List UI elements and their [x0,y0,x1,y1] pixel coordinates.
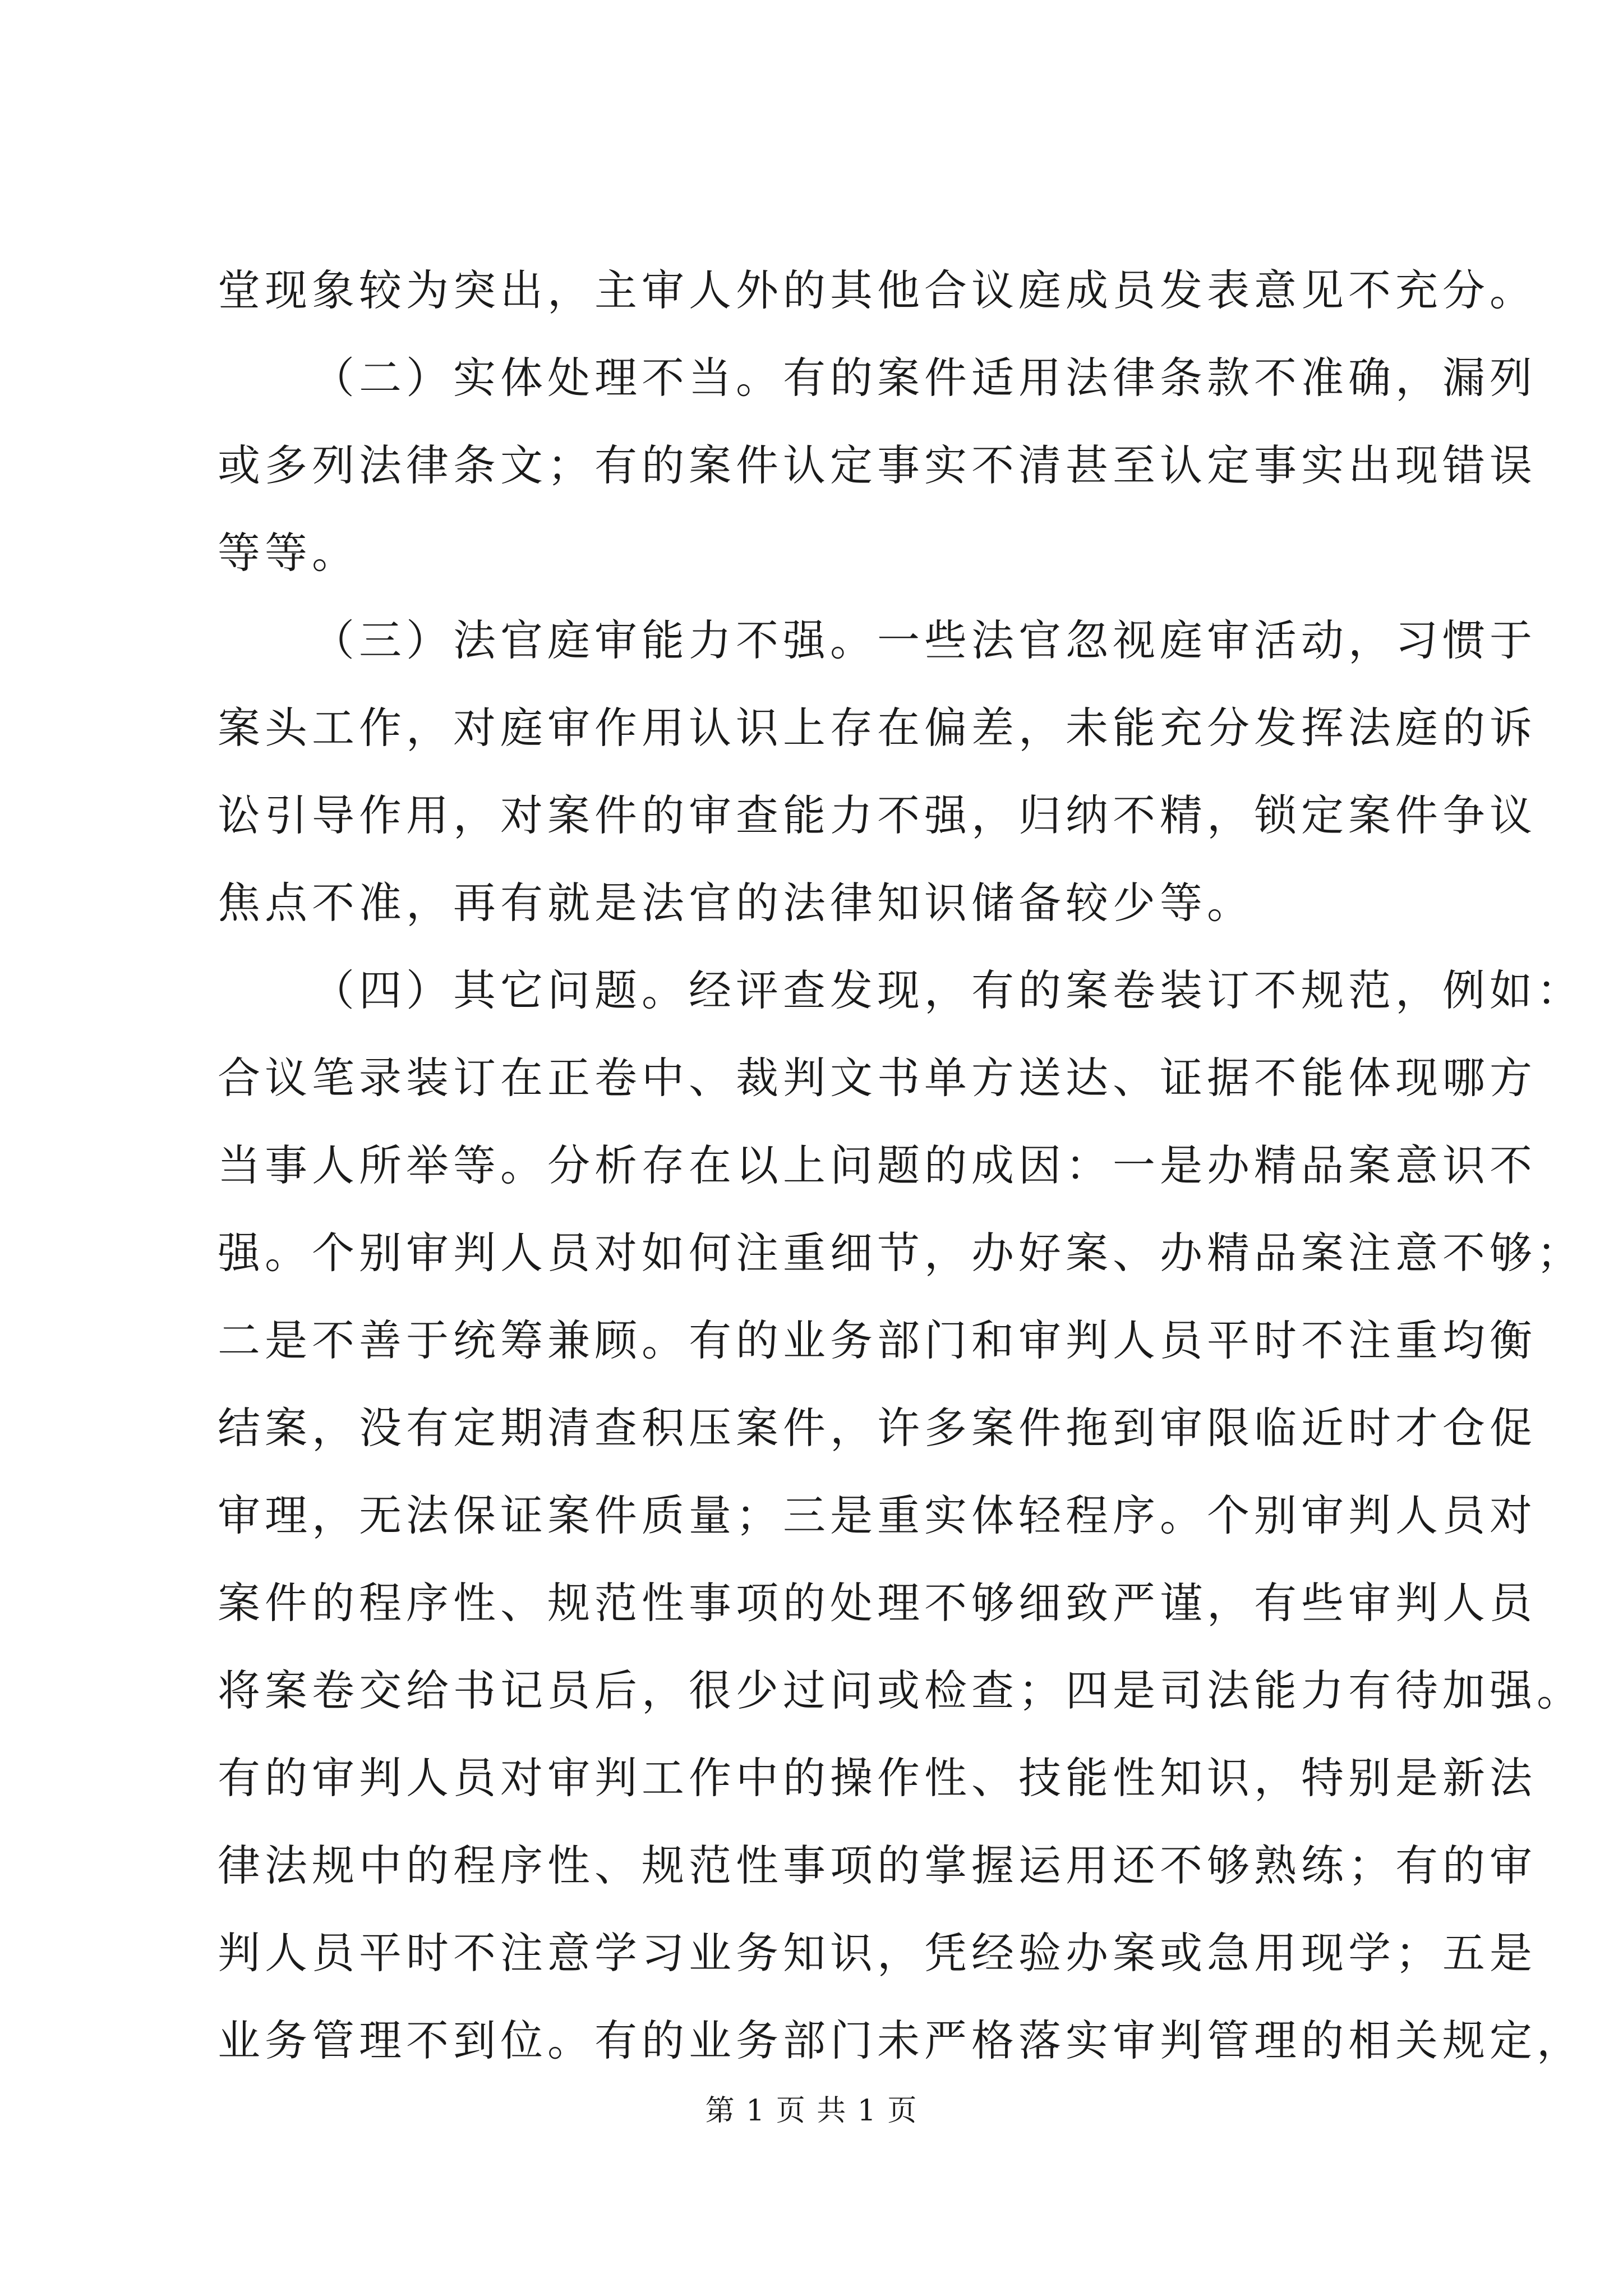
page-number-footer: 第 1 页 共 1 页 [705,2094,918,2128]
text-line: 结案，没有定期清查积压案件，许多案件拖到审限临近时才仓促 [218,1403,1537,1453]
text-line: 案件的程序性、规范性事项的处理不够细致严谨，有些审判人员 [218,1578,1537,1628]
text-line: 二是不善于统筹兼顾。有的业务部门和审判人员平时不注重均衡 [218,1315,1537,1365]
text-line: （二）实体处理不当。有的案件适用法律条款不准确，漏列 [312,353,1537,403]
text-line: 讼引导作用，对案件的审查能力不强，归纳不精，锁定案件争议 [218,790,1537,840]
text-line: 堂现象较为突出，主审人外的其他合议庭成员发表意见不充分。 [218,265,1537,315]
document-body [218,247,1584,2085]
text-line: 审理，无法保证案件质量；三是重实体轻程序。个别审判人员对 [218,1490,1537,1540]
text-line: （三）法官庭审能力不强。一些法官忽视庭审活动，习惯于 [312,615,1537,665]
text-line: 律法规中的程序性、规范性事项的掌握运用还不够熟练；有的审 [218,1841,1537,1890]
text-line: 案头工作，对庭审作用认识上存在偏差，未能充分发挥法庭的诉 [218,703,1537,753]
text-line: 强。个别审判人员对如何注重细节，办好案、办精品案注意不够； [218,1228,1584,1278]
text-line: 焦点不准，再有就是法官的法律知识储备较少等。 [218,878,1254,928]
text-line: 当事人所举等。分析存在以上问题的成因：一是办精品案意识不 [218,1140,1537,1190]
text-line: 等等。 [218,528,359,578]
text-line: 判人员平时不注意学习业务知识，凭经验办案或急用现学；五是 [218,1928,1537,1978]
text-line: 将案卷交给书记员后，很少过问或检查；四是司法能力有待加强。 [218,1665,1584,1715]
text-line: （四）其它问题。经评查发现，有的案卷装订不规范，例如： [312,965,1584,1015]
text-line: 业务管理不到位。有的业务部门未严格落实审判管理的相关规定， [218,2016,1584,2065]
text-line: 合议笔录装订在正卷中、裁判文书单方送达、证据不能体现哪方 [218,1053,1537,1103]
text-line: 有的审判人员对审判工作中的操作性、技能性知识，特别是新法 [218,1753,1537,1803]
text-line: 或多列法律条文；有的案件认定事实不清甚至认定事实出现错误 [218,440,1537,490]
